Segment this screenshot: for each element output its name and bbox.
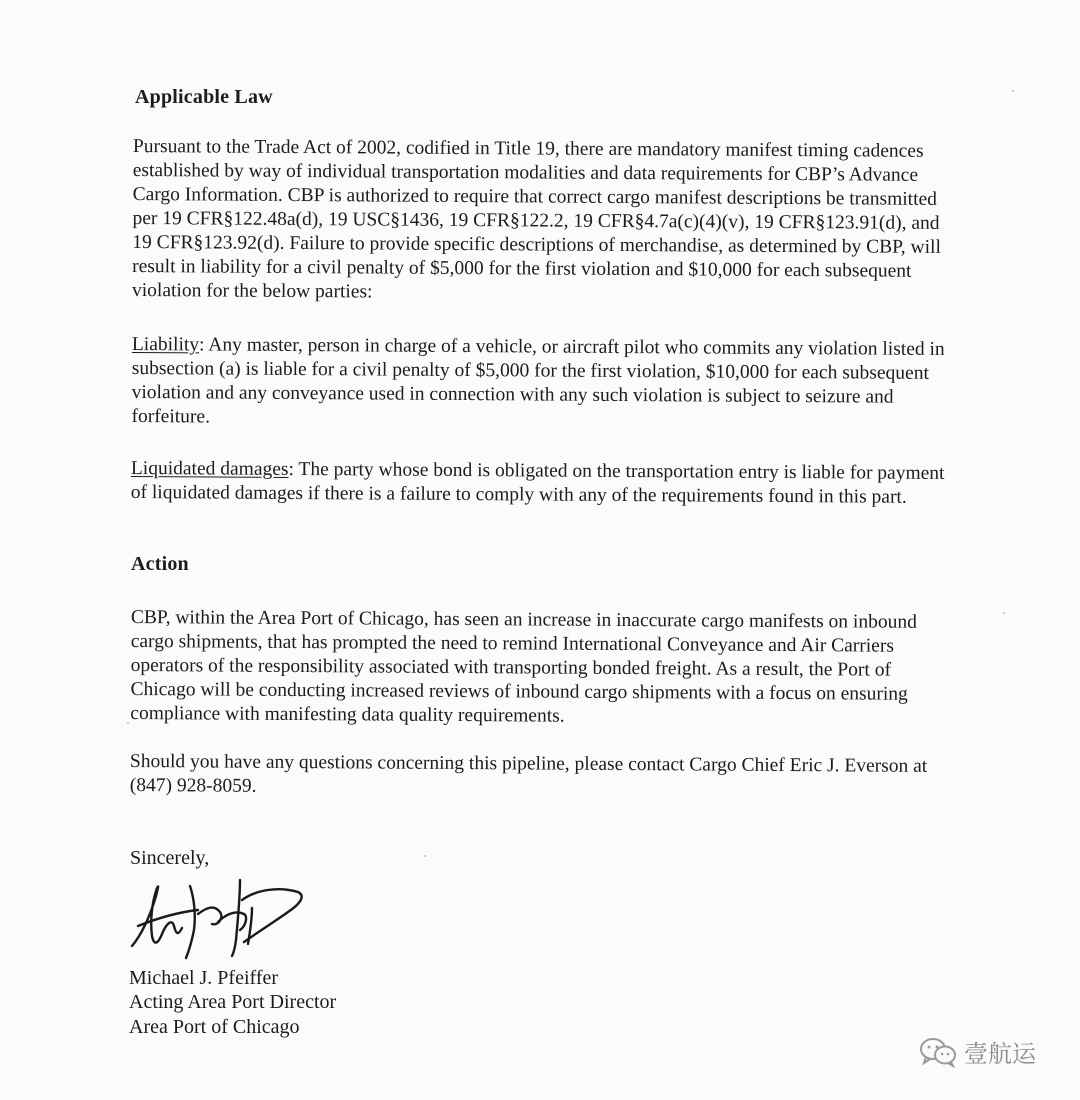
applicable-law-paragraph: Pursuant to the Trade Act of 2002, codified in Title 19, there are mandatory manifest timing cadences established by way of individual transportation modalities and data requirements for CBP’s Advance Cargo Information. CBP is authorized to require that correct cargo manifest descriptions be transmitted per 19 CFR§122.48a(d), 19 USC§1436, 19 CFR§122.2, 19 CFR§4.7a(c)(4)(v), 19 CFR§123.91(d), and 19 CFR§123.92(d). Failure to provide specific descriptions of merchandise, as determined by CBP, will result in liability for a civil penalty of $5,000 for the first violation and $10,000 for each subsequent violation for the below parties: — [131, 135, 941, 303]
watermark-text: 壹航运 — [964, 1040, 1036, 1068]
applicable-law-heading: Applicable Law — [135, 86, 273, 108]
wechat-icon — [918, 1036, 958, 1068]
liquidated-damages-paragraph — [131, 457, 951, 510]
liability-term: Liability — [131, 333, 200, 356]
signer-office: Area Port of Chicago — [129, 1016, 300, 1038]
scan-speck — [424, 855, 426, 857]
contact-paragraph: Should you have any questions concerning this pipeline, please contact Cargo Chief Eric J. Everson at (847) 928-8059. — [129, 751, 928, 797]
scan-speck — [1012, 90, 1014, 92]
scan-speck — [1003, 612, 1005, 614]
signer-name: Michael J. Pfeiffer — [129, 967, 279, 989]
scan-speck — [127, 722, 129, 724]
liquidated-damages-term: Liquidated damages — [130, 457, 289, 480]
handwritten-signature — [128, 868, 313, 963]
salutation: Sincerely, — [130, 847, 210, 869]
action-heading: Action — [131, 553, 189, 575]
liability-paragraph — [131, 333, 952, 434]
liability-text: : Any master, person in charge of a vehicle, or aircraft pilot who commits any violation listed in subsection (a) is liable for a civil penalty of $5,000 for the first violation, $10,000 for each subsequent violation and any conveyance used in connection with any such violation is subject to seizure and forfeiture. — [131, 334, 945, 428]
action-paragraph: CBP, within the Area Port of Chicago, has seen an increase in inaccurate cargo manifests on inbound cargo shipments, that has prompted the need to remind International Conveyance and Air Carriers operators of the responsibility associated with transporting bonded freight. As a result, the Port of Chicago will be conducting increased reviews of inbound cargo shipments with a focus on ensuring compliance with manifesting data quality requirements. — [130, 607, 917, 727]
signer-title: Acting Area Port Director — [129, 991, 337, 1013]
liquidated-damages-text: : The party whose bond is obligated on the transportation entry is liable for payment of liquidated damages if there is a failure to comply with any of the requirements found in this part. — [130, 458, 945, 508]
watermark — [918, 1034, 1036, 1069]
